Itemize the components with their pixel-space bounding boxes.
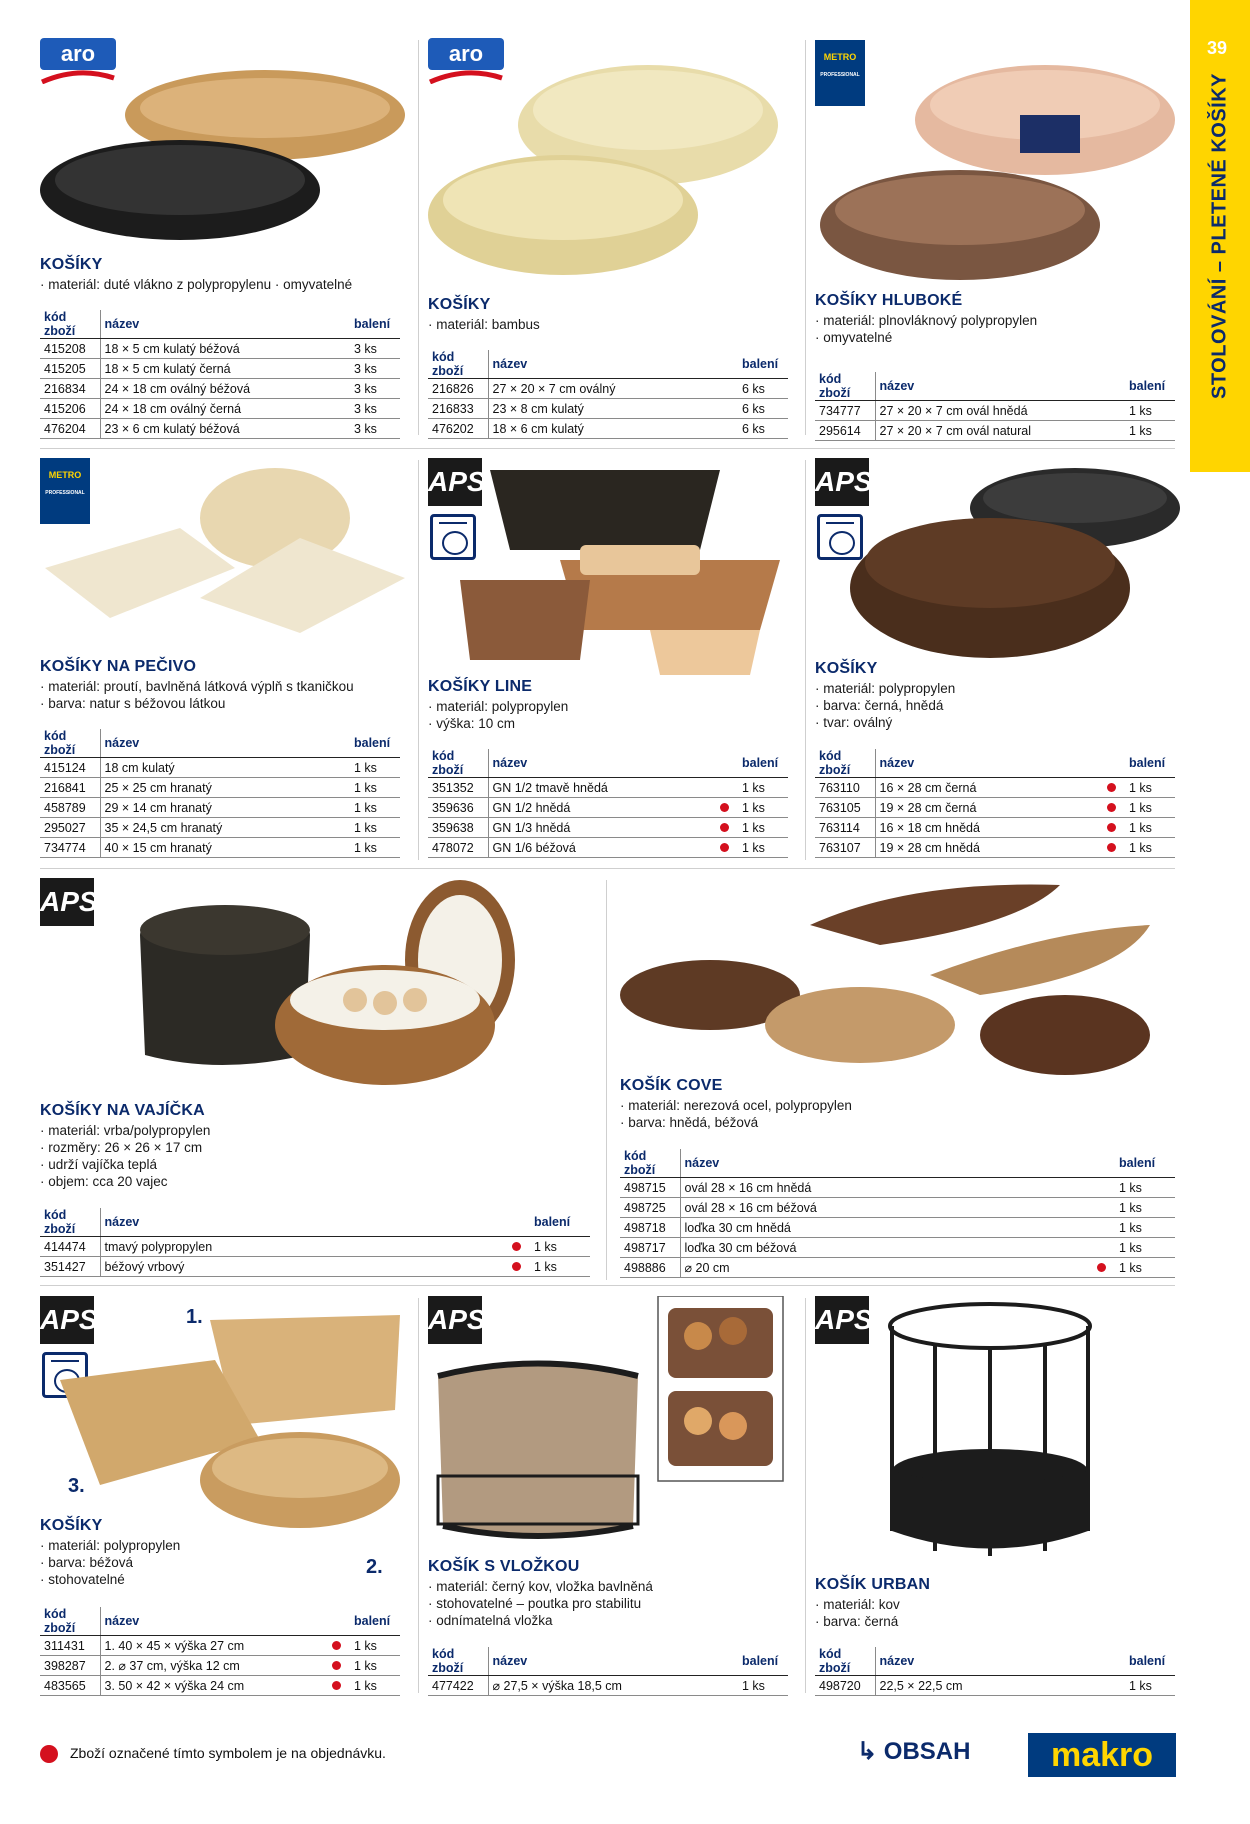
order-dot-icon (720, 823, 729, 832)
table-row: 498720 22,5 × 22,5 cm 1 ks (815, 1676, 1175, 1696)
order-dot-icon (720, 803, 729, 812)
product-table: kód zboží název balení 498720 22,5 × 22,5 cm 1 ks (815, 1647, 1175, 1696)
table-row: 498715 ovál 28 × 16 cm hnědá 1 ks (620, 1178, 1175, 1198)
product-description: · materiál: kov · barva: černá (815, 1596, 900, 1630)
table-row: 763105 19 × 28 cm černá 1 ks (815, 798, 1175, 818)
contents-link[interactable]: ↳ OBSAH (857, 1738, 971, 1765)
product-description: · materiál: nerezová ocel, polypropylen · barva: hnědá, béžová (620, 1097, 852, 1131)
table-row: 458789 29 × 14 cm hranatý 1 ks (40, 798, 400, 818)
table-row: 498717 loďka 30 cm béžová 1 ks (620, 1238, 1175, 1258)
table-row: 415205 18 × 5 cm kulatý černá 3 ks (40, 359, 400, 379)
variant-label: 3. (68, 1475, 85, 1497)
table-row: 763107 19 × 28 cm hnědá 1 ks (815, 838, 1175, 858)
product-title: KOŠÍKY (40, 1517, 103, 1534)
table-row: 415124 18 cm kulatý 1 ks (40, 758, 400, 778)
divider (805, 40, 806, 435)
order-dot-icon (512, 1242, 521, 1251)
product-image (40, 1300, 410, 1540)
metro-professional-logo: METRO PROFESSIONAL (40, 458, 90, 524)
svg-text:aro: aro (60, 41, 96, 66)
divider (418, 460, 419, 860)
aps-logo: APS (815, 1296, 869, 1344)
divider (418, 40, 419, 435)
order-dot-icon (332, 1661, 341, 1670)
divider (40, 448, 1175, 449)
svg-text:aro: aro (448, 41, 484, 66)
divider (40, 1285, 1175, 1286)
product-table: kód zboží název balení 351352 GN 1/2 tmavě hnědá 1 ks 359636 GN 1/2 hnědá 1 ks 359638 GN 1/3 hnědá 1 ks 478072 GN 1/6 béžová 1 ks (428, 749, 788, 858)
product-description: · materiál: černý kov, vložka bavlněná · stohovatelné – poutka pro stabilitu · odnímatelná vložka (428, 1578, 653, 1629)
metro-professional-logo: METRO PROFESSIONAL (815, 40, 865, 106)
product-image (130, 875, 530, 1090)
product-table: kód zboží název balení 763110 16 × 28 cm černá 1 ks 763105 19 × 28 cm černá 1 ks 763114 16 × 18 cm hnědá 1 ks 763107 19 × 28 cm hnědá 1 ks (815, 749, 1175, 858)
product-table: kód zboží název balení 414474 tmavý polypropylen 1 ks 351427 béžový vrbový 1 ks (40, 1208, 590, 1277)
product-table: kód zboží název balení 311431 1. 40 × 45 × výška 27 cm 1 ks 398287 2. ⌀ 37 cm, výška 12 cm 1 ks 483565 3. 50 × 42 × výška 24 cm 1 ks (40, 1607, 400, 1696)
product-table: kód zboží název balení 415208 18 × 5 cm kulatý béžová 3 ks 415205 18 × 5 cm kulatý černá 3 ks 216834 24 × 18 cm oválný béžová 3 ks 415206 24 × 18 cm oválný černá 3 ks 476204 23 × 6 cm kulatý béžová 3 ks (40, 310, 400, 439)
product-image (40, 458, 410, 658)
table-row: 734774 40 × 15 cm hranatý 1 ks (40, 838, 400, 858)
product-title: KOŠÍKY (40, 256, 103, 273)
aps-logo: APS (815, 458, 869, 506)
aps-logo: APS (40, 878, 94, 926)
order-dot-icon (1107, 843, 1116, 852)
table-row: 476202 18 × 6 cm kulatý 6 ks (428, 419, 788, 439)
table-row: 734777 27 × 20 × 7 cm ovál hnědá 1 ks (815, 401, 1175, 421)
product-description: · materiál: plnovláknový polypropylen · omyvatelné (815, 312, 1037, 346)
product-description: · materiál: duté vlákno z polypropylenu · omyvatelné (40, 276, 352, 293)
product-title: KOŠÍK COVE (620, 1077, 723, 1094)
table-row: 216826 27 × 20 × 7 cm oválný 6 ks (428, 379, 788, 399)
product-table: kód zboží název balení 415124 18 cm kulatý 1 ks 216841 25 × 25 cm hranatý 1 ks 458789 29 × 14 cm hranatý 1 ks 295027 35 × 24,5 cm hranatý 1 ks 734774 40 × 15 cm hranatý 1 ks (40, 729, 400, 858)
table-row: 476204 23 × 6 cm kulatý béžová 3 ks (40, 419, 400, 439)
table-row: 398287 2. ⌀ 37 cm, výška 12 cm 1 ks (40, 1656, 400, 1676)
product-table: kód zboží název balení 498715 ovál 28 × 16 cm hnědá 1 ks 498725 ovál 28 × 16 cm béžová 1 ks 498718 loďka 30 cm hnědá 1 ks 498717 loďka 30 cm béžová 1 ks 498886 ⌀ 20 cm 1 ks (620, 1149, 1175, 1278)
product-description: · materiál: vrba/polypropylen · rozměry: 26 × 26 × 17 cm · udrží vajíčka teplá · objem: cca 20 vajec (40, 1122, 210, 1190)
aps-logo: APS (428, 458, 482, 506)
order-dot-icon (512, 1262, 521, 1271)
variant-label: 2. (366, 1556, 383, 1578)
product-title: KOŠÍKY (428, 296, 491, 313)
table-row: 351427 béžový vrbový 1 ks (40, 1257, 590, 1277)
product-image (815, 458, 1180, 668)
order-dot-icon (1097, 1263, 1106, 1272)
divider (606, 880, 607, 1280)
table-row: 498718 loďka 30 cm hnědá 1 ks (620, 1218, 1175, 1238)
product-image (428, 1296, 798, 1561)
section-label: STOLOVÁNÍ – PLETENÉ KOŠÍKY (1208, 72, 1231, 400)
order-dot-icon (40, 1745, 58, 1763)
table-row: 763114 16 × 18 cm hnědá 1 ks (815, 818, 1175, 838)
product-title: KOŠÍK URBAN (815, 1576, 931, 1593)
table-row: 477422 ⌀ 27,5 × výška 18,5 cm 1 ks (428, 1676, 788, 1696)
divider (805, 1298, 806, 1693)
table-row: 295614 27 × 20 × 7 cm ovál natural 1 ks (815, 421, 1175, 441)
table-row: 498886 ⌀ 20 cm 1 ks (620, 1258, 1175, 1278)
makro-logo: makro (1028, 1733, 1176, 1777)
table-row: 351352 GN 1/2 tmavě hnědá 1 ks (428, 778, 788, 798)
table-row: 763110 16 × 28 cm černá 1 ks (815, 778, 1175, 798)
divider (418, 1298, 419, 1693)
divider (805, 460, 806, 860)
product-description: · materiál: polypropylen · barva: černá, hnědá · tvar: oválný (815, 680, 955, 731)
product-table: kód zboží název balení 734777 27 × 20 × 7 cm ovál hnědá 1 ks 295614 27 × 20 × 7 cm ovál natural 1 ks (815, 372, 1175, 441)
table-row: 415206 24 × 18 cm oválný černá 3 ks (40, 399, 400, 419)
aps-logo: APS (40, 1296, 94, 1344)
aps-logo: APS (428, 1296, 482, 1344)
table-row: 478072 GN 1/6 béžová 1 ks (428, 838, 788, 858)
order-dot-icon (1107, 783, 1116, 792)
page-number: 39 (1207, 38, 1228, 58)
table-row: 216833 23 × 8 cm kulatý 6 ks (428, 399, 788, 419)
order-dot-icon (332, 1681, 341, 1690)
product-title: KOŠÍK S VLOŽKOU (428, 1558, 580, 1575)
product-image (880, 1296, 1100, 1576)
table-row: 311431 1. 40 × 45 × výška 27 cm 1 ks (40, 1636, 400, 1656)
product-title: KOŠÍKY NA PEČIVO (40, 658, 197, 675)
product-image (40, 40, 410, 260)
variant-label: 1. (186, 1306, 203, 1328)
table-row: 216834 24 × 18 cm oválný béžová 3 ks (40, 379, 400, 399)
return-arrow-icon: ↳ (857, 1738, 884, 1765)
product-table: kód zboží název balení 477422 ⌀ 27,5 × výška 18,5 cm 1 ks (428, 1647, 788, 1696)
table-row: 216841 25 × 25 cm hranatý 1 ks (40, 778, 400, 798)
product-image (428, 40, 798, 300)
order-dot-icon (720, 843, 729, 852)
product-image (460, 460, 795, 680)
order-dot-icon (1107, 823, 1116, 832)
table-row: 414474 tmavý polypropylen 1 ks (40, 1237, 590, 1257)
product-description: · materiál: bambus (428, 316, 540, 333)
product-description: · materiál: proutí, bavlněná látková výplň s tkaničkou · barva: natur s béžovou látkou (40, 678, 354, 712)
product-title: KOŠÍKY LINE (428, 678, 533, 695)
product-image (815, 40, 1180, 290)
order-footnote: Zboží označené tímto symbolem je na objednávku. (40, 1745, 386, 1763)
product-description: · materiál: polypropylen · výška: 10 cm (428, 698, 568, 732)
order-dot-icon (332, 1641, 341, 1650)
table-row: 359636 GN 1/2 hnědá 1 ks (428, 798, 788, 818)
product-image (620, 875, 1180, 1090)
product-title: KOŠÍKY HLUBOKÉ (815, 292, 963, 309)
table-row: 415208 18 × 5 cm kulatý béžová 3 ks (40, 339, 400, 359)
table-row: 295027 35 × 24,5 cm hranatý 1 ks (40, 818, 400, 838)
order-dot-icon (1107, 803, 1116, 812)
divider (40, 868, 1175, 869)
product-title: KOŠÍKY (815, 660, 878, 677)
table-row: 359638 GN 1/3 hnědá 1 ks (428, 818, 788, 838)
product-description: · materiál: polypropylen · barva: béžová · stohovatelné (40, 1537, 180, 1588)
product-table: kód zboží název balení 216826 27 × 20 × 7 cm oválný 6 ks 216833 23 × 8 cm kulatý 6 ks 476202 18 × 6 cm kulatý 6 ks (428, 350, 788, 439)
table-row: 483565 3. 50 × 42 × výška 24 cm 1 ks (40, 1676, 400, 1696)
product-title: KOŠÍKY NA VAJÍČKA (40, 1102, 205, 1119)
table-row: 498725 ovál 28 × 16 cm béžová 1 ks (620, 1198, 1175, 1218)
